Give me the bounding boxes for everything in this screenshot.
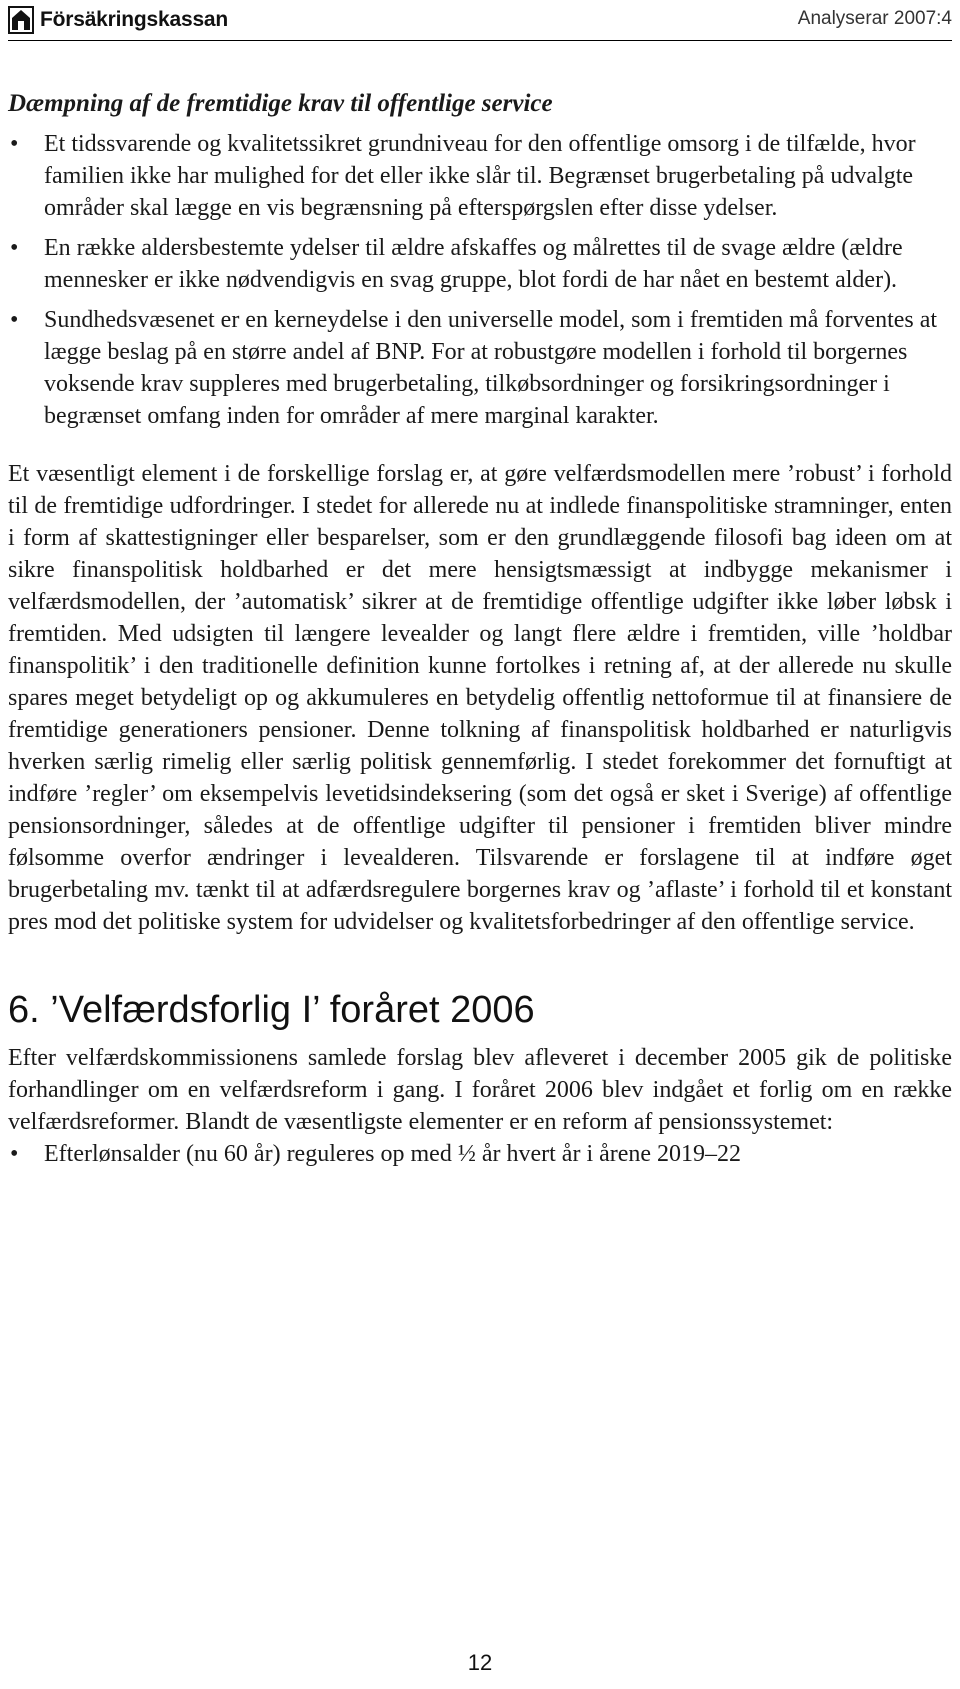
- list-item: • Et tidssvarende og kvalitetssikret grundniveau for den offentlige omsorg i de tilfælde, hvor familien ikke har mulighed for det eller ikke slår til. Begrænset brugerbetaling på udvalgte områder skal lægge en vis begrænsning på efterspørgslen efter disse ydelser.: [8, 128, 952, 224]
- bullet-list: [8, 1138, 952, 1170]
- logo: [8, 4, 228, 36]
- page-header: [0, 0, 960, 44]
- subheading: Dæmpning af de fremtidige krav til offentlige service: [8, 90, 553, 117]
- body-paragraph: Et væsentligt element i de forskellige forslag er, at gøre velfærdsmodellen mere ’robust’ i forhold til de fremtidige udfordringer. I stedet for allerede nu at indlede finanspolitiske stramninger, enten i form af skattestigninger eller besparelser, som er den grundlæggende filosofi bag ideen om at sikre finanspolitisk holdbarhed er det mere hensigtsmæssigt at indbygge mekanismer i velfærdsmodellen, der ’automatisk’ sikrer at de fremtidige offentlige udgifter ikke løber løbsk i fremtiden. Med udsigten til længere levealder og langt flere ældre i fremtiden, ville ’holdbar finanspolitik’ i den traditionelle definition kunne fortolkes i retning af, at der allerede nu skulle spares meget betydeligt op og akkumuleres en betydelig offentlig nettoformue til at finansiere de fremtidige generationers pensioner. Denne tolkning af finanspolitisk holdbarhed er naturligvis hverken særlig rimelig eller særlig politisk gennemførlig. I stedet forekommer det fornuftigt at indføre ’regler’ om eksempelvis levetidsindeksering (som det også er sket i Sverige) af offentlige pensionsordninger, således at de offentlige udgifter til pensioner i fremtiden bliver mindre følsomme overfor ændringer i levealderen. Tilsvarende er forslagene til at indføre øget brugerbetaling mv. tænkt til at adfærdsregulere borgernes krav og ’aflaste’ i forhold til et konstant pres mod det politiske system for udvidelser og kvalitetsforbedringer af den offentlige service.: [8, 461, 952, 935]
- logo-text: Försäkringskassan: [40, 8, 229, 31]
- page-number: 12: [467, 1650, 493, 1675]
- report-series-label: Analyserar 2007:4: [797, 8, 952, 29]
- header-divider: [8, 40, 952, 41]
- section-heading: 6. ’Velfærdsforlig I’ foråret 2006: [8, 989, 535, 1031]
- house-logo-icon: [8, 6, 34, 34]
- list-item: • Efterlønsalder (nu 60 år) reguleres op med ½ år hvert år i årene 2019–22: [8, 1138, 952, 1170]
- bullet-list: [8, 128, 952, 432]
- page-content: [8, 88, 952, 1178]
- list-item: • Sundhedsvæsenet er en kerneydelse i den universelle model, som i fremtiden må forventes at lægge beslag på en større andel af BNP. For at robustgøre modellen i forhold til borgernes voksende krav suppleres med brugerbetaling, tilkøbsordninger og forsikringsordninger i begrænset omfang inden for områder af mere marginal karakter.: [8, 304, 952, 432]
- list-item: • En række aldersbestemte ydelser til ældre afskaffes og målrettes til de svage ældre (ældre mennesker er ikke nødvendigvis en svag gruppe, blot fordi de har nået en bestemt alder).: [8, 232, 952, 296]
- body-paragraph: Efter velfærdskommissionens samlede forslag blev afleveret i december 2005 gik de politiske forhandlinger om en velfærdsreform i gang. I foråret 2006 blev indgået et forlig om en række velfærdsreformer. Blandt de væsentligste elementer er en reform af pensionssystemet:: [8, 1045, 952, 1135]
